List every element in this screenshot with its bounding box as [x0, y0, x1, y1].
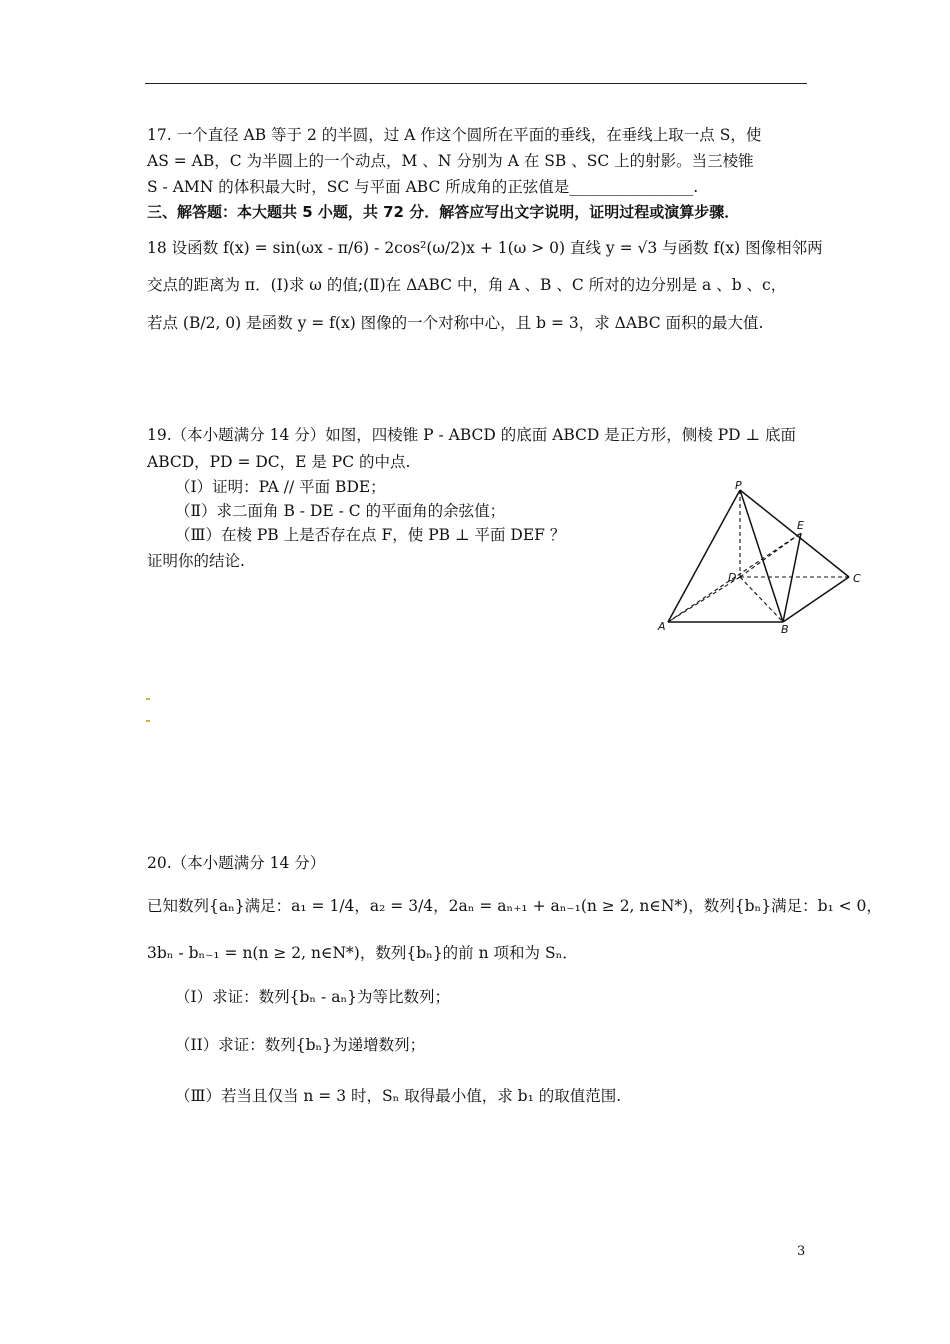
q20-part-3: （Ⅲ）若当且仅当 n = 3 时，Sₙ 取得最小值，求 b₁ 的取值范围. [175, 1087, 622, 1105]
section-3-heading: 三、解答题：本大题共 5 小题，共 72 分．解答应写出文字说明，证明过程或演算步骤． [147, 203, 740, 221]
q20-title: 20.（本小题满分 14 分） [147, 854, 326, 872]
header-rule [145, 83, 807, 84]
q20-line-1: 已知数列{aₙ}满足：a₁ = 1/4，a₂ = 3/4，2aₙ = aₙ₊₁ + aₙ₋₁(n ≥ 2, n∈N*)，数列{bₙ}满足：b₁ < 0， [147, 897, 882, 915]
pyramid-figure [655, 478, 870, 638]
q18-line-2: 交点的距离为 π．(Ⅰ)求 ω 的值;(Ⅱ)在 ΔABC 中，角 A 、B 、C 所对的边分别是 a 、b 、c， [147, 276, 787, 294]
q19-line-2: ABCD，PD = DC，E 是 PC 的中点. [147, 453, 411, 471]
q20-part-2: （II）求证：数列{bₙ}为递增数列； [175, 1036, 426, 1054]
q19-part-1: （Ⅰ）证明：PA // 平面 BDE； [175, 478, 386, 496]
label-A: A [658, 620, 666, 633]
stray-mark [146, 720, 150, 722]
q20-line-2: 3bₙ - bₙ₋₁ = n(n ≥ 2, n∈N*)，数列{bₙ}的前 n 项和为 Sₙ． [147, 944, 578, 962]
q18-line-3: 若点 (B/2, 0) 是函数 y = f(x) 图像的一个对称中心，且 b = 3，求 ΔABC 面积的最大值. [147, 314, 764, 332]
label-D: D [728, 571, 737, 584]
q18-line-1: 18 设函数 f(x) = sin(ωx - π/6) - 2cos²(ω/2)x + 1(ω > 0) 直线 y = √3 与函数 f(x) 图像相邻两 [147, 239, 823, 257]
label-E: E [797, 519, 804, 532]
label-P: P [735, 479, 742, 492]
q17-line-2: AS = AB，C 为半圆上的一个动点，M 、N 分别为 A 在 SB 、SC 上的射影。当三棱锥 [147, 152, 754, 170]
label-C: C [853, 572, 861, 585]
q17-line-3: S - AMN 的体积最大时，SC 与平面 ABC 所成角的正弦值是________________. [147, 178, 699, 196]
q17-line-1: 17. 一个直径 AB 等于 2 的半圆，过 A 作这个圆所在平面的垂线，在垂线上取一点 S，使 [147, 126, 762, 144]
q19-part-2: （Ⅱ）求二面角 B - DE - C 的平面角的余弦值； [175, 502, 506, 520]
stray-mark [146, 698, 150, 700]
q20-part-1: （Ⅰ）求证：数列{bₙ - aₙ}为等比数列； [175, 988, 451, 1006]
q19-part-3: （Ⅲ）在棱 PB 上是否存在点 F，使 PB ⊥ 平面 DEF ？ [175, 526, 566, 544]
page-number: 3 [797, 1244, 806, 1259]
label-B: B [781, 623, 789, 636]
q19-line-1: 19.（本小题满分 14 分）如图，四棱锥 P - ABCD 的底面 ABCD 是正方形，侧棱 PD ⊥ 底面 [147, 426, 796, 444]
q19-line-3: 证明你的结论. [147, 552, 245, 570]
